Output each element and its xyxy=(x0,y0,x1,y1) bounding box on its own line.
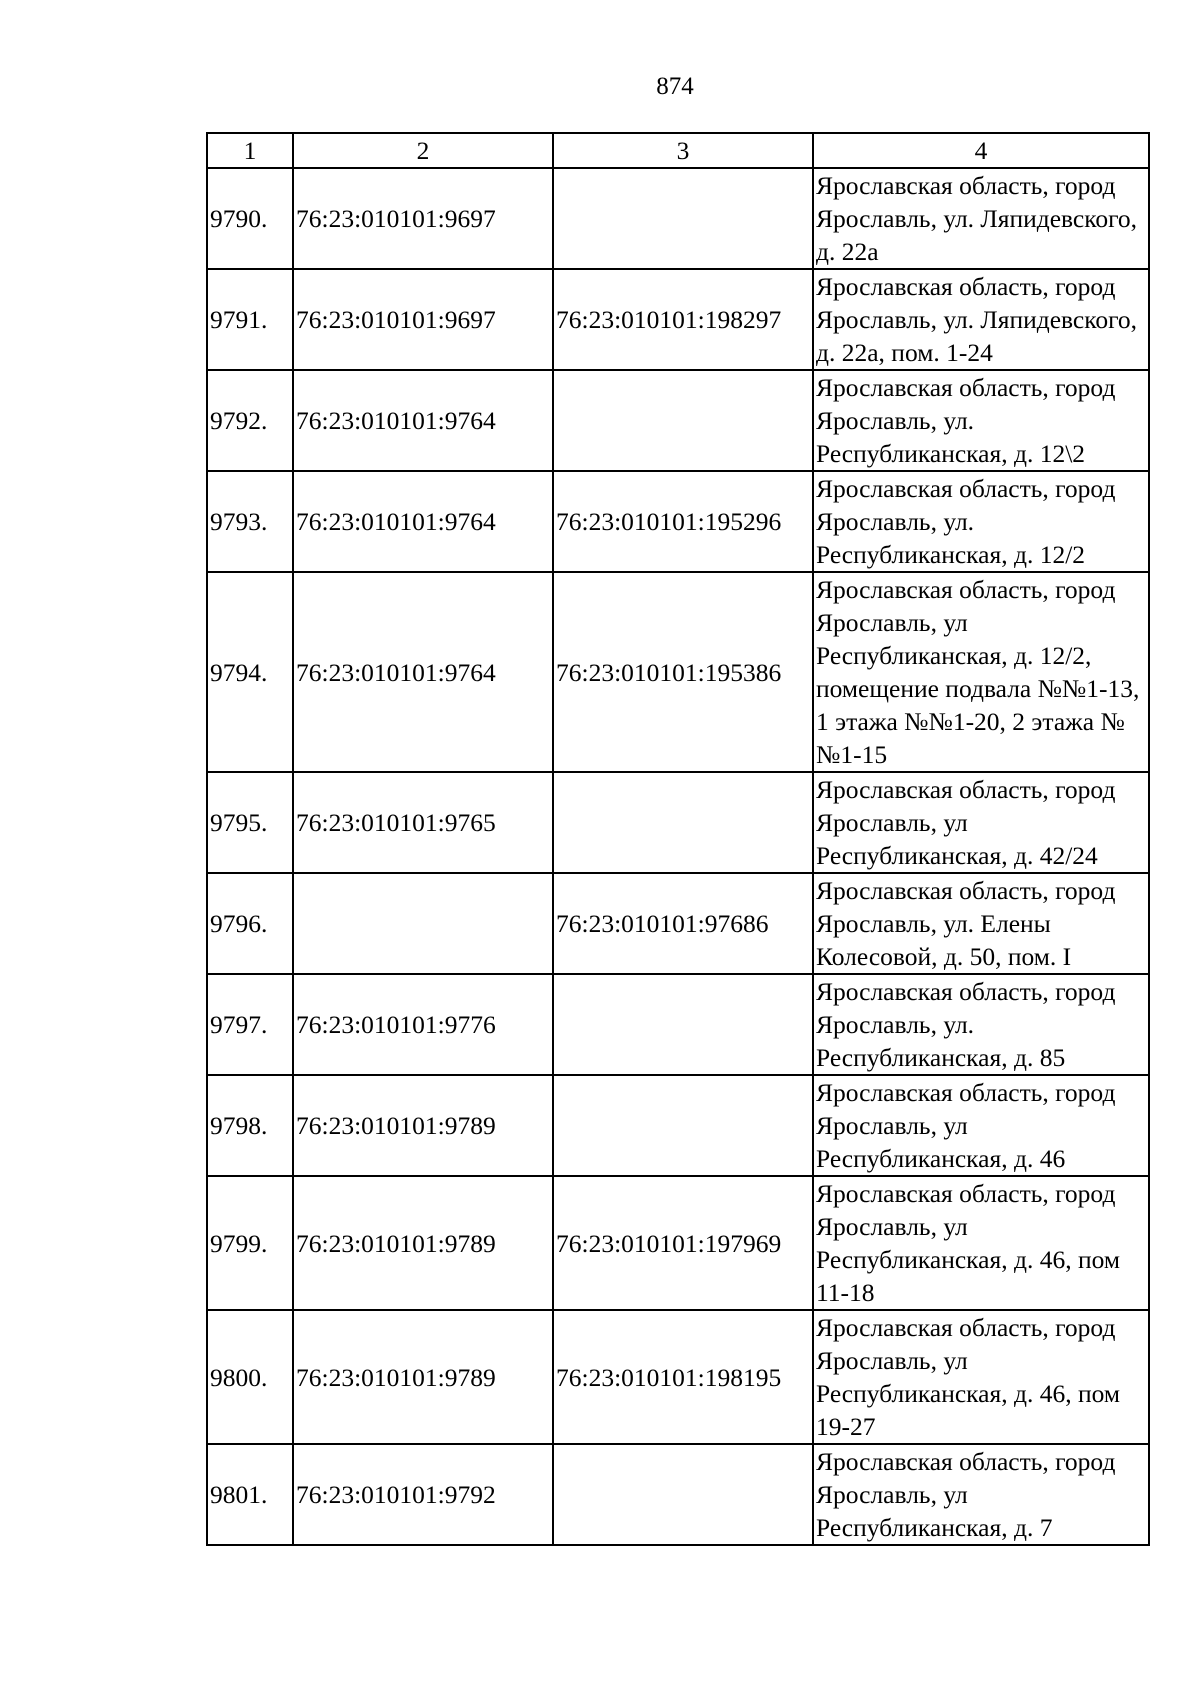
address: Ярославская область, город Ярославль, ул. Ляпидевского, д. 22а, пом. 1-24 xyxy=(813,269,1149,370)
table-header xyxy=(207,133,1149,168)
cadastral-number: 76:23:010101:9789 xyxy=(293,1075,553,1176)
address: Ярославская область, город Ярославль, ул Республиканская, д. 46, пом 11-18 xyxy=(813,1176,1149,1310)
header-col-1: 1 xyxy=(207,133,293,168)
cadastral-number: 76:23:010101:9764 xyxy=(293,471,553,572)
row-number: 9799. xyxy=(207,1176,293,1310)
cadastral-number: 76:23:010101:9776 xyxy=(293,974,553,1075)
object-cadastral-number xyxy=(553,1444,813,1545)
row-number: 9793. xyxy=(207,471,293,572)
row-number: 9798. xyxy=(207,1075,293,1176)
table-row xyxy=(207,1310,1149,1444)
table-row xyxy=(207,873,1149,974)
row-number: 9801. xyxy=(207,1444,293,1545)
cadastral-number: 76:23:010101:9765 xyxy=(293,772,553,873)
address: Ярославская область, город Ярославль, ул. Елены Колесовой, д. 50, пом. I xyxy=(813,873,1149,974)
object-cadastral-number xyxy=(553,772,813,873)
table-row xyxy=(207,471,1149,572)
address: Ярославская область, город Ярославль, ул. Республиканская, д. 85 xyxy=(813,974,1149,1075)
cadastral-number: 76:23:010101:9764 xyxy=(293,572,553,772)
object-cadastral-number xyxy=(553,974,813,1075)
cadastral-number: 76:23:010101:9764 xyxy=(293,370,553,471)
address: Ярославская область, город Ярославль, ул Республиканская, д. 46, пом 19-27 xyxy=(813,1310,1149,1444)
address: Ярославская область, город Ярославль, ул Республиканская, д. 12/2, помещение подвала №№1-13, 1 этажа №№1-20, 2 этажа №№1-15 xyxy=(813,572,1149,772)
header-col-2: 2 xyxy=(293,133,553,168)
object-cadastral-number xyxy=(553,370,813,471)
object-cadastral-number: 76:23:010101:97686 xyxy=(553,873,813,974)
cadastral-number: 76:23:010101:9792 xyxy=(293,1444,553,1545)
table-row xyxy=(207,1176,1149,1310)
row-number: 9792. xyxy=(207,370,293,471)
registry-table xyxy=(206,132,1150,1546)
table-row xyxy=(207,974,1149,1075)
address: Ярославская область, город Ярославль, ул. Ляпидевского, д. 22а xyxy=(813,168,1149,269)
header-row xyxy=(207,133,1149,168)
address: Ярославская область, город Ярославль, ул Республиканская, д. 42/24 xyxy=(813,772,1149,873)
table-body xyxy=(207,168,1149,1545)
row-number: 9790. xyxy=(207,168,293,269)
table-row xyxy=(207,1075,1149,1176)
row-number: 9791. xyxy=(207,269,293,370)
cadastral-number: 76:23:010101:9697 xyxy=(293,269,553,370)
row-number: 9796. xyxy=(207,873,293,974)
page-number: 874 xyxy=(656,73,694,100)
table-row xyxy=(207,370,1149,471)
row-number: 9797. xyxy=(207,974,293,1075)
object-cadastral-number: 76:23:010101:197969 xyxy=(553,1176,813,1310)
object-cadastral-number xyxy=(553,1075,813,1176)
object-cadastral-number: 76:23:010101:198297 xyxy=(553,269,813,370)
object-cadastral-number xyxy=(553,168,813,269)
table-row xyxy=(207,269,1149,370)
table-row xyxy=(207,168,1149,269)
header-col-4: 4 xyxy=(813,133,1149,168)
table-row xyxy=(207,772,1149,873)
object-cadastral-number: 76:23:010101:195296 xyxy=(553,471,813,572)
address: Ярославская область, город Ярославль, ул. Республиканская, д. 12\2 xyxy=(813,370,1149,471)
cadastral-number: 76:23:010101:9697 xyxy=(293,168,553,269)
cadastral-number: 76:23:010101:9789 xyxy=(293,1176,553,1310)
address: Ярославская область, город Ярославль, ул Республиканская, д. 46 xyxy=(813,1075,1149,1176)
object-cadastral-number: 76:23:010101:198195 xyxy=(553,1310,813,1444)
row-number: 9800. xyxy=(207,1310,293,1444)
header-col-3: 3 xyxy=(553,133,813,168)
cadastral-number xyxy=(293,873,553,974)
row-number: 9794. xyxy=(207,572,293,772)
row-number: 9795. xyxy=(207,772,293,873)
object-cadastral-number: 76:23:010101:195386 xyxy=(553,572,813,772)
cadastral-number: 76:23:010101:9789 xyxy=(293,1310,553,1444)
table-row xyxy=(207,1444,1149,1545)
address: Ярославская область, город Ярославль, ул. Республиканская, д. 12/2 xyxy=(813,471,1149,572)
table-row xyxy=(207,572,1149,772)
address: Ярославская область, город Ярославль, ул Республиканская, д. 7 xyxy=(813,1444,1149,1545)
